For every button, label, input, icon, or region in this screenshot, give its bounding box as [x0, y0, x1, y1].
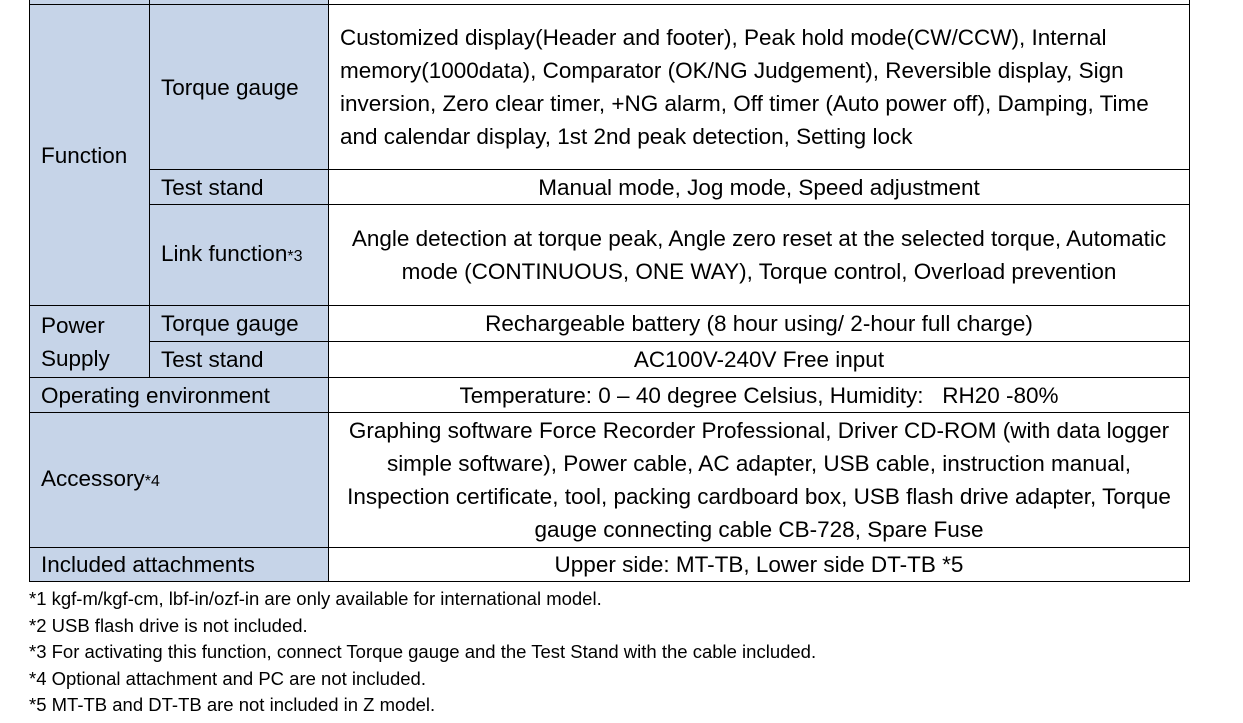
operating-environment-value: Temperature: 0 – 40 degree Celsius, Humidity: RH20 -80% [329, 378, 1190, 413]
table-row [30, 170, 1190, 205]
operating-environment-label: Operating environment [30, 378, 329, 413]
function-label: Function [30, 5, 150, 306]
table-row [30, 548, 1190, 582]
power-test-stand-value: AC100V-240V Free input [329, 342, 1190, 378]
power-torque-gauge-label: Torque gauge [150, 306, 329, 342]
accessory-value: Graphing software Force Recorder Professional, Driver CD-ROM (with data logger simple software), Power cable, AC adapter, USB cable, instruction manual, Inspection certificate, tool, packing cardboard box, USB flash drive adapter, Torque gauge connecting cable CB-728, Spare Fuse [329, 413, 1190, 548]
table-row [30, 205, 1190, 306]
table-row [30, 342, 1190, 378]
accessory-note-mark: *4 [144, 473, 160, 490]
included-attachments-label: Included attachments [30, 548, 329, 582]
link-function-label-cell [150, 205, 329, 306]
function-test-stand-value: Manual mode, Jog mode, Speed adjustment [329, 170, 1190, 205]
table-row [30, 306, 1190, 342]
spec-table [29, 0, 1190, 582]
table-row [30, 378, 1190, 413]
function-torque-gauge-value: Customized display(Header and footer), Peak hold mode(CW/CCW), Internal memory(1000data), Comparator (OK/NG Judgement), Reversible display, Sign inversion, Zero clear timer, +NG alarm, Off timer (Auto power off), Damping, Time and calendar display, 1st 2nd peak detection, Setting lock [329, 5, 1190, 170]
footnote-5: *5 MT-TB and DT-TB are not included in Z model. [29, 694, 436, 715]
power-test-stand-label: Test stand [150, 342, 329, 378]
link-function-label: Link function [161, 241, 288, 266]
power-torque-gauge-value: Rechargeable battery (8 hour using/ 2-hour full charge) [329, 306, 1190, 342]
footnote-4: *4 Optional attachment and PC are not included. [29, 667, 426, 689]
accessory-label: Accessory [41, 466, 145, 491]
power-supply-label: Power Supply [30, 306, 150, 378]
function-test-stand-label: Test stand [150, 170, 329, 205]
footnote-2: *2 USB flash drive is not included. [29, 614, 308, 636]
table-row [30, 413, 1190, 548]
accessory-label-cell [30, 413, 329, 548]
table-row [30, 5, 1190, 170]
function-torque-gauge-label: Torque gauge [150, 5, 329, 170]
footnotes [29, 586, 816, 719]
link-function-value: Angle detection at torque peak, Angle zero reset at the selected torque, Automatic mode (CONTINUOUS, ONE WAY), Torque control, Overload prevention [329, 205, 1190, 306]
link-function-note-mark: *3 [287, 248, 303, 265]
footnote-1: *1 kgf-m/kgf-cm, lbf-in/ozf-in are only available for international model. [29, 588, 602, 609]
footnote-3: *3 For activating this function, connect Torque gauge and the Test Stand with the cable included. [29, 641, 817, 662]
included-attachments-value: Upper side: MT-TB, Lower side DT-TB *5 [329, 548, 1190, 582]
